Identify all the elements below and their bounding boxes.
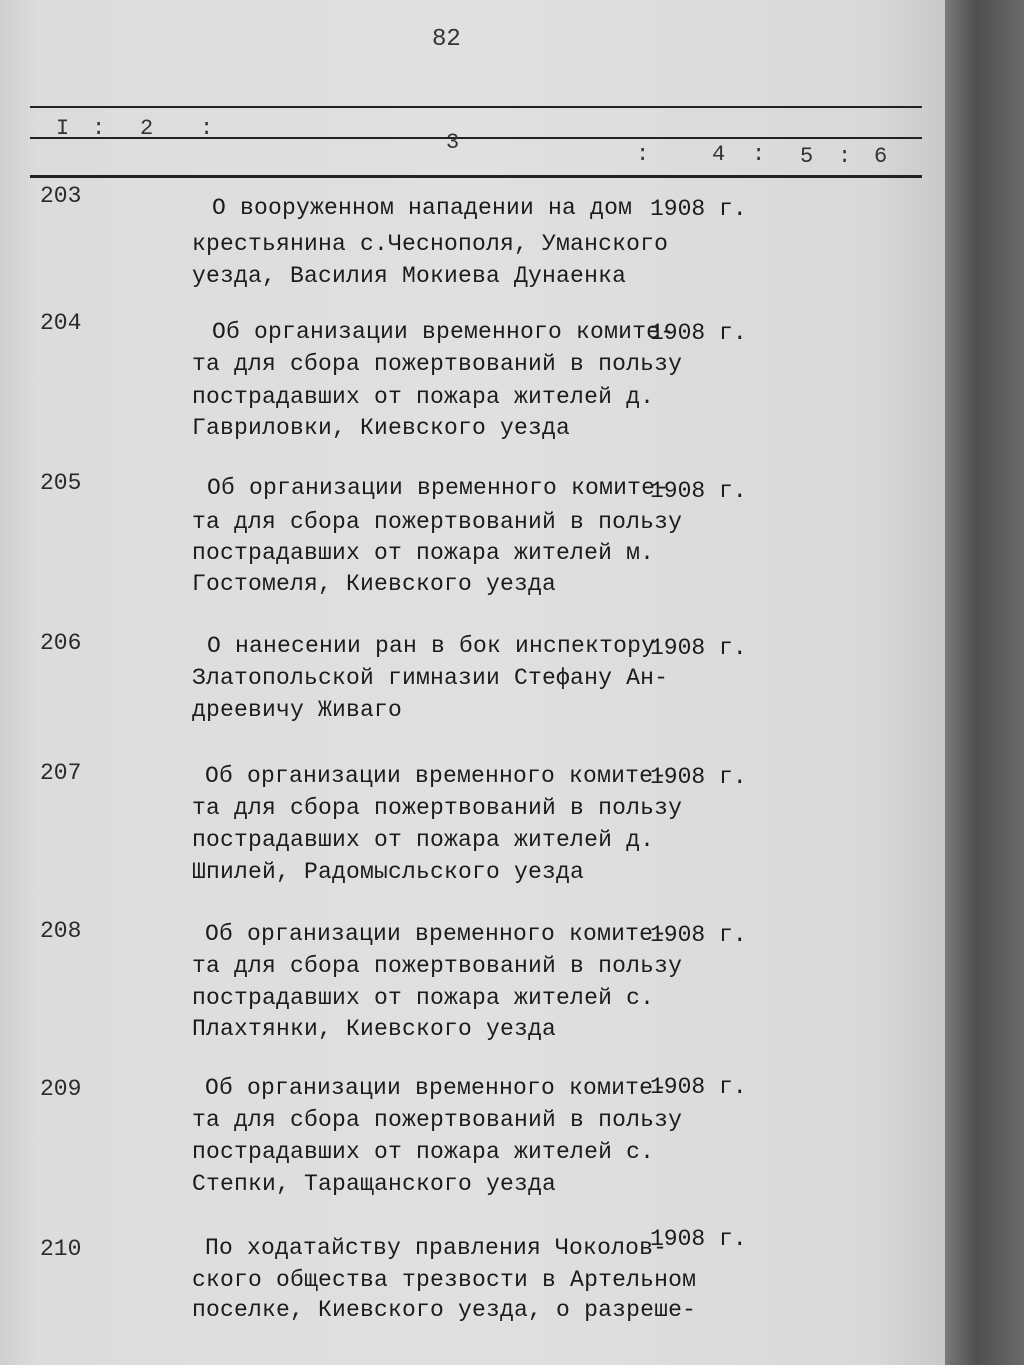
- column-separator: :: [636, 142, 650, 167]
- row-year: 1908 г.: [650, 196, 747, 222]
- row-year: 1908 г.: [650, 922, 747, 948]
- row-text-line: О вооруженном нападении на дом: [212, 195, 633, 221]
- row-text-line: та для сбора пожертвований в пользу: [192, 351, 683, 377]
- row-text-line: О нанесении ран в бок инспектору: [207, 633, 656, 659]
- row-text-line: Шпилей, Радомысльского уезда: [192, 859, 585, 885]
- row-text-line: Об организации временного комите-: [205, 763, 668, 789]
- column-separator: :: [838, 144, 852, 169]
- column-header-3: 3: [446, 130, 460, 155]
- row-number: 210: [40, 1236, 82, 1262]
- column-header-6: 6: [874, 144, 888, 169]
- table-top-rule: [30, 106, 922, 108]
- row-text-line: та для сбора пожертвований в пользу: [192, 795, 683, 821]
- row-text-line: Об организации временного комите-: [205, 921, 668, 947]
- table-header-rule: [30, 137, 922, 139]
- column-separator: :: [200, 116, 214, 141]
- row-text-line: Златопольской гимназии Стефану Ан-: [192, 665, 669, 691]
- row-text-line: пострадавших от пожара жителей м.: [192, 540, 655, 566]
- row-number: 208: [40, 918, 82, 944]
- page-edge-shadow: [945, 0, 1024, 1365]
- column-header-2: 2: [140, 116, 154, 141]
- row-text-line: По ходатайству правления Чоколов-: [205, 1235, 668, 1261]
- row-text-line: пострадавших от пожара жителей д.: [192, 384, 655, 410]
- row-year: 1908 г.: [650, 1226, 747, 1252]
- column-separator: :: [752, 142, 766, 167]
- row-text-line: дреевичу Живаго: [192, 697, 403, 723]
- table-header-bottom-rule: [30, 175, 922, 178]
- row-year: 1908 г.: [650, 478, 747, 504]
- row-number: 209: [40, 1076, 82, 1102]
- row-text-line: та для сбора пожертвований в пользу: [192, 1107, 683, 1133]
- row-text-line: поселке, Киевского уезда, о разреше-: [192, 1297, 697, 1323]
- column-header-4: 4: [712, 142, 726, 167]
- row-text-line: пострадавших от пожара жителей с.: [192, 985, 655, 1011]
- row-text-line: Об организации временного комите-: [205, 1075, 668, 1101]
- row-text-line: пострадавших от пожара жителей д.: [192, 827, 655, 853]
- row-number: 207: [40, 760, 82, 786]
- column-separator: :: [92, 116, 106, 141]
- row-text-line: Плахтянки, Киевского уезда: [192, 1016, 557, 1042]
- row-number: 204: [40, 310, 82, 336]
- row-year: 1908 г.: [650, 320, 747, 346]
- column-header-5: 5: [800, 144, 814, 169]
- row-year: 1908 г.: [650, 764, 747, 790]
- row-text-line: та для сбора пожертвований в пользу: [192, 509, 683, 535]
- row-text-line: Степки, Таращанского уезда: [192, 1171, 557, 1197]
- row-text-line: уезда, Василия Мокиева Дунаенка: [192, 263, 627, 289]
- row-text-line: ского общества трезвости в Артельном: [192, 1267, 697, 1293]
- column-header-1: I: [56, 116, 70, 141]
- row-year: 1908 г.: [650, 1074, 747, 1100]
- row-text-line: Об организации временного комите-: [212, 319, 675, 345]
- row-number: 203: [40, 183, 82, 209]
- row-number: 205: [40, 470, 82, 496]
- row-text-line: та для сбора пожертвований в пользу: [192, 953, 683, 979]
- row-text-line: пострадавших от пожара жителей с.: [192, 1139, 655, 1165]
- row-text-line: Гавриловки, Киевского уезда: [192, 415, 571, 441]
- row-number: 206: [40, 630, 82, 656]
- page-number: 82: [432, 26, 461, 53]
- row-text-line: крестьянина с.Чеснополя, Уманского: [192, 231, 669, 257]
- row-text-line: Об организации временного комите-: [207, 475, 670, 501]
- row-year: 1908 г.: [650, 635, 747, 661]
- row-text-line: Гостомеля, Киевского уезда: [192, 571, 557, 597]
